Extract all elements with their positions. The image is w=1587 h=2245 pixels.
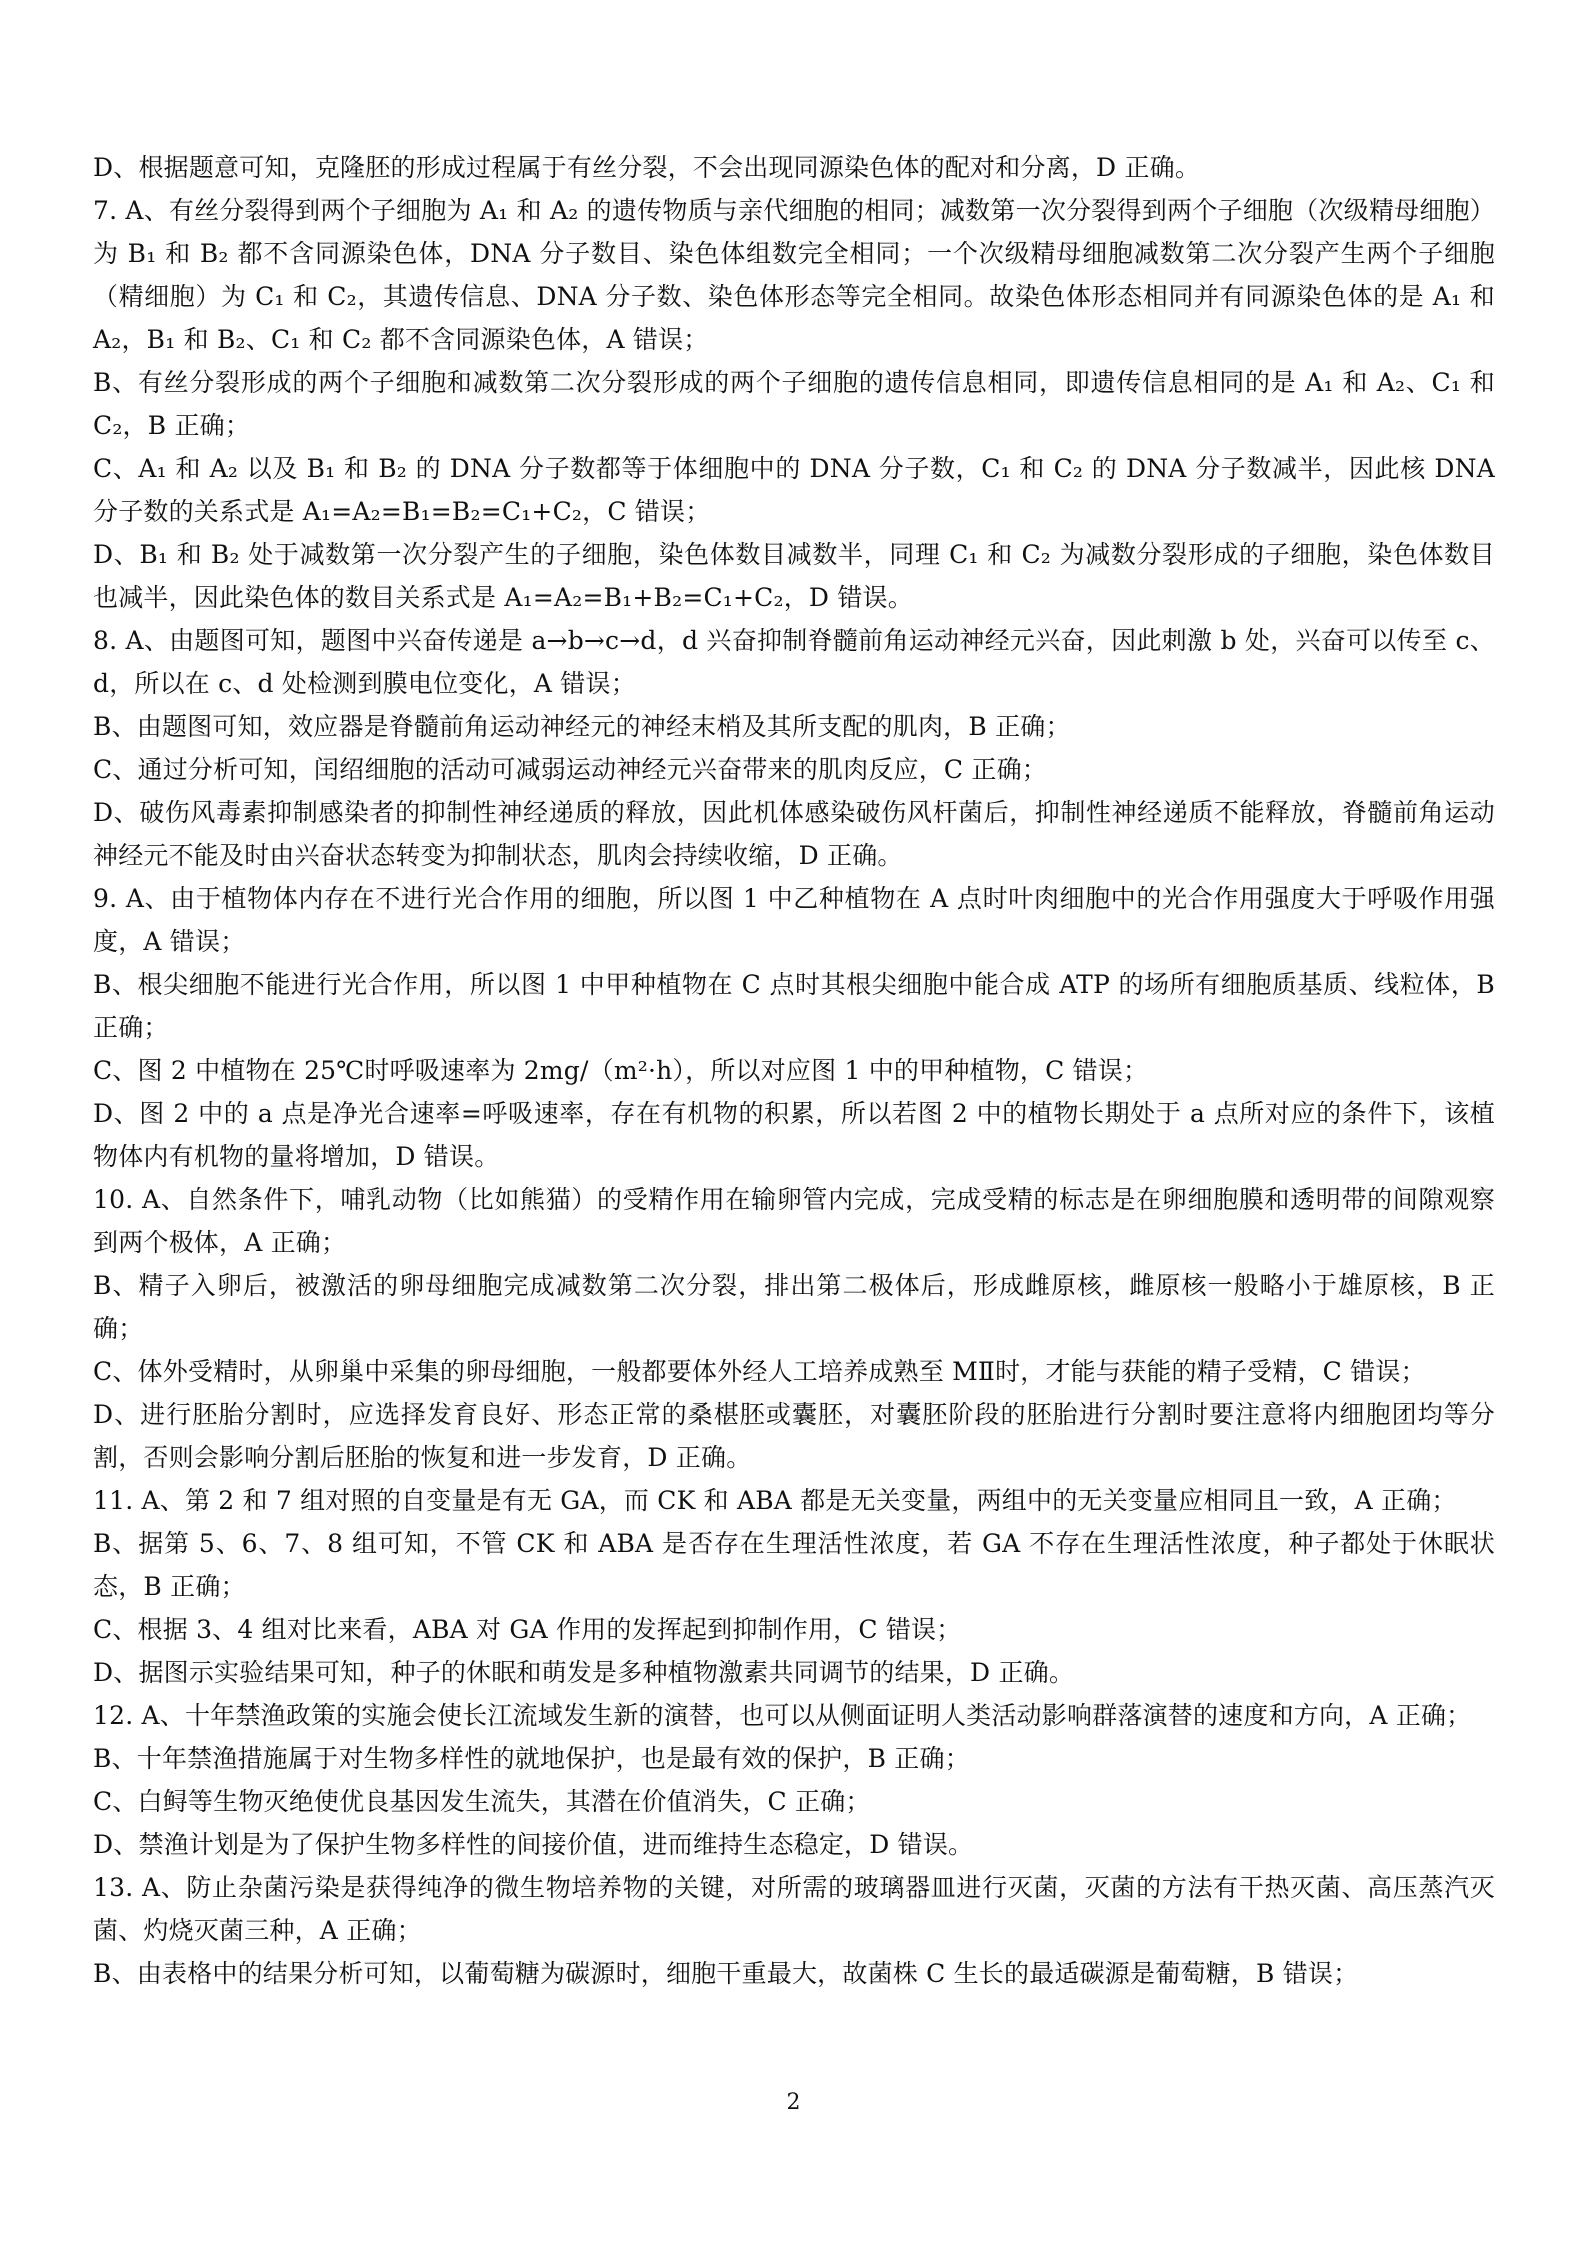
paragraph-12c: C、白鲟等生物灭绝使优良基因发生流失，其潜在价值消失，C 正确；	[93, 1787, 871, 1816]
paragraph-12a: 12. A、十年禁渔政策的实施会使长江流域发生新的演替，也可以从侧面证明人类活动影响群落演替的速度和方向，A 正确；	[93, 1701, 1472, 1730]
paragraph-7a: 7. A、有丝分裂得到两个子细胞为 A₁ 和 A₂ 的遗传物质与亲代细胞的相同；减数第一次分裂得到两个子细胞（次级精母细胞）为 B₁ 和 B₂ 都不含同源染色体，DNA 分子数目、染色体组数完全相同；一个次级精母细胞减数第二次分裂产生两个子细胞（精细胞）为 C₁ 和 C₂，其遗传信息、DNA 分子数、染色体形态等完全相同。故染色体形态相同并有同源染色体的是 A₁ 和 A₂，B₁ 和 B₂、C₁ 和 C₂ 都不含同源染色体，A 错误；	[93, 196, 1495, 354]
paragraph-9d: D、图 2 中的 a 点是净光合速率=呼吸速率，存在有机物的积累，所以若图 2 中的植物长期处于 a 点所对应的条件下，该植物体内有机物的量将增加，D 错误。	[93, 1099, 1495, 1171]
paragraph-10c: C、体外受精时，从卵巢中采集的卵母细胞，一般都要体外经人工培养成熟至 MⅡ时，才能与获能的精子受精，C 错误；	[93, 1357, 1426, 1386]
paragraph-9c: C、图 2 中植物在 25℃时呼吸速率为 2mg/（m²·h），所以对应图 1 中的甲种植物，C 错误；	[93, 1056, 1149, 1085]
paragraph-12b: B、十年禁渔措施属于对生物多样性的就地保护，也是最有效的保护，B 正确；	[93, 1744, 970, 1773]
paragraph-7b: B、有丝分裂形成的两个子细胞和减数第二次分裂形成的两个子细胞的遗传信息相同，即遗传信息相同的是 A₁ 和 A₂、C₁ 和 C₂，B 正确；	[93, 368, 1495, 440]
page-number: 2	[786, 2090, 801, 2115]
paragraph-13a: 13. A、防止杂菌污染是获得纯净的微生物培养物的关键，对所需的玻璃器皿进行灭菌，灭菌的方法有干热灭菌、高压蒸汽灭菌、灼烧灭菌三种，A 正确；	[93, 1873, 1495, 1945]
paragraph-11a: 11. A、第 2 和 7 组对照的自变量是有无 GA，而 CK 和 ABA 都是无关变量，两组中的无关变量应相同且一致，A 正确；	[93, 1486, 1457, 1515]
paragraph-13b: B、由表格中的结果分析可知，以葡萄糖为碳源时，细胞干重最大，故菌株 C 生长的最适碳源是葡萄糖，B 错误；	[93, 1959, 1359, 1988]
paragraph-7-d-cloned-embryo: D、根据题意可知，克隆胚的形成过程属于有丝分裂，不会出现同源染色体的配对和分离，D 正确。	[93, 153, 1201, 182]
paragraph-8a: 8. A、由题图可知，题图中兴奋传递是 a→b→c→d，d 兴奋抑制脊髓前角运动神经元兴奋，因此刺激 b 处，兴奋可以传至 c、d，所以在 c、d 处检测到膜电位变化，A 错误；	[93, 626, 1495, 698]
paragraph-8d: D、破伤风毒素抑制感染者的抑制性神经递质的释放，因此机体感染破伤风杆菌后，抑制性神经递质不能释放，脊髓前角运动神经元不能及时由兴奋状态转变为抑制状态，肌肉会持续收缩，D 正确。	[93, 798, 1495, 870]
paragraph-10b: B、精子入卵后，被激活的卵母细胞完成减数第二次分裂，排出第二极体后，形成雌原核，雌原核一般略小于雄原核，B 正确；	[93, 1271, 1495, 1343]
paragraph-12d: D、禁渔计划是为了保护生物多样性的间接价值，进而维持生态稳定，D 错误。	[93, 1830, 974, 1859]
paragraph-9a: 9. A、由于植物体内存在不进行光合作用的细胞，所以图 1 中乙种植物在 A 点时叶肉细胞中的光合作用强度大于呼吸作用强度，A 错误；	[93, 884, 1495, 956]
document-body	[93, 146, 1495, 1995]
paragraph-10d: D、进行胚胎分割时，应选择发育良好、形态正常的桑椹胚或囊胚，对囊胚阶段的胚胎进行分割时要注意将内细胞团均等分割，否则会影响分割后胚胎的恢复和进一步发育，D 正确。	[93, 1400, 1495, 1472]
paragraph-11d: D、据图示实验结果可知，种子的休眠和萌发是多种植物激素共同调节的结果，D 正确。	[93, 1658, 1075, 1687]
paragraph-11c: C、根据 3、4 组对比来看，ABA 对 GA 作用的发挥起到抑制作用，C 错误；	[93, 1615, 962, 1644]
paragraph-10a: 10. A、自然条件下，哺乳动物（比如熊猫）的受精作用在输卵管内完成，完成受精的标志是在卵细胞膜和透明带的间隙观察到两个极体，A 正确；	[93, 1185, 1495, 1257]
paragraph-7d: D、B₁ 和 B₂ 处于减数第一次分裂产生的子细胞，染色体数目减数半，同理 C₁ 和 C₂ 为减数分裂形成的子细胞，染色体数目也减半，因此染色体的数目关系式是 A₁=A₂=B₁+B₂=C₁+C₂，D 错误。	[93, 540, 1495, 612]
paragraph-8c: C、通过分析可知，闰绍细胞的活动可减弱运动神经元兴奋带来的肌肉反应，C 正确；	[93, 755, 1048, 784]
paragraph-7c: C、A₁ 和 A₂ 以及 B₁ 和 B₂ 的 DNA 分子数都等于体细胞中的 DNA 分子数，C₁ 和 C₂ 的 DNA 分子数减半，因此核 DNA 分子数的关系式是 A₁=A₂=B₁=B₂=C₁+C₂，C 错误；	[93, 454, 1495, 526]
paragraph-8b: B、由题图可知，效应器是脊髓前角运动神经元的神经末梢及其所支配的肌肉，B 正确；	[93, 712, 1071, 741]
paragraph-9b: B、根尖细胞不能进行光合作用，所以图 1 中甲种植物在 C 点时其根尖细胞中能合成 ATP 的场所有细胞质基质、线粒体，B 正确；	[93, 970, 1495, 1042]
paragraph-11b: B、据第 5、6、7、8 组可知，不管 CK 和 ABA 是否存在生理活性浓度，若 GA 不存在生理活性浓度，种子都处于休眠状态，B 正确；	[93, 1529, 1495, 1601]
